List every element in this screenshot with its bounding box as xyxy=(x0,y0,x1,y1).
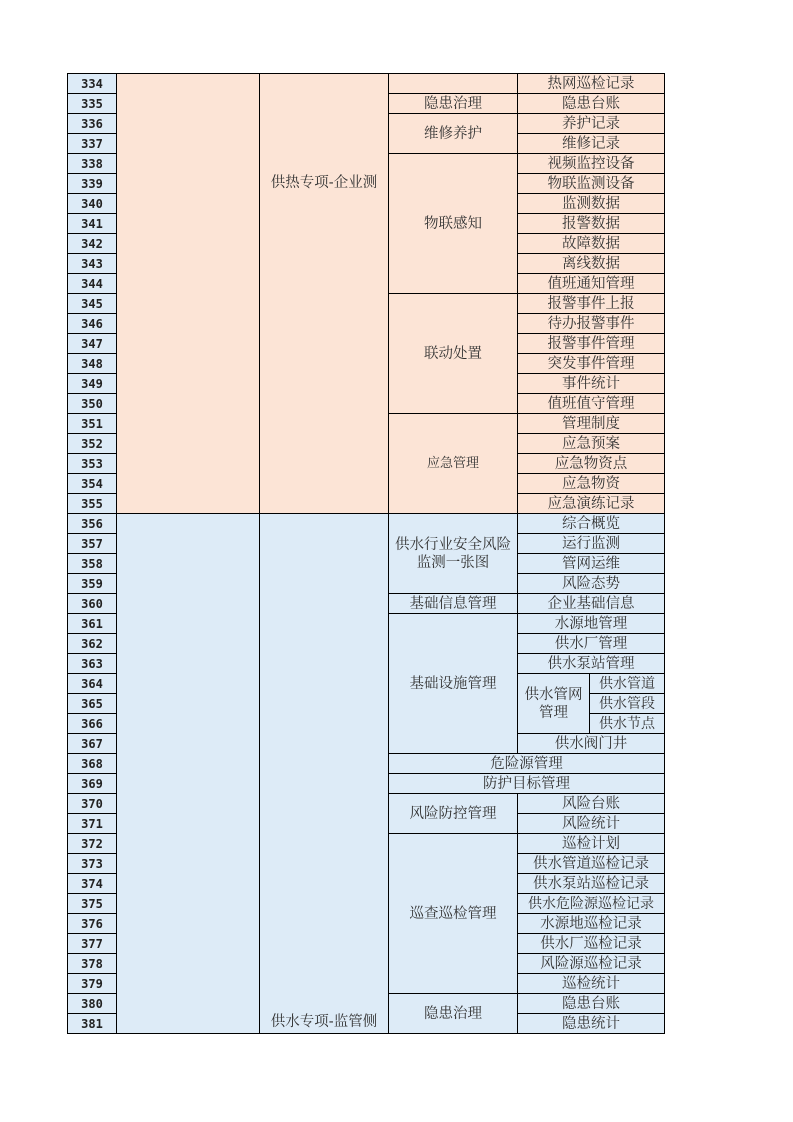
feature-cell: 养护记录 xyxy=(518,114,665,134)
row-number: 371 xyxy=(68,814,117,834)
row-number: 374 xyxy=(68,874,117,894)
group-cell: 物联感知 xyxy=(389,154,518,294)
group-cell: 隐患治理 xyxy=(389,994,518,1034)
row-number: 337 xyxy=(68,134,117,154)
feature-cell: 风险源巡检记录 xyxy=(518,954,665,974)
row-number: 372 xyxy=(68,834,117,854)
row-number: 362 xyxy=(68,634,117,654)
row-number: 367 xyxy=(68,734,117,754)
row-number: 354 xyxy=(68,474,117,494)
group-cell: 巡查巡检管理 xyxy=(389,834,518,994)
feature-cell: 管网运维 xyxy=(518,554,665,574)
feature-cell: 应急物资 xyxy=(518,474,665,494)
group-cell: 联动处置 xyxy=(389,294,518,414)
row-number: 360 xyxy=(68,594,117,614)
module-title-water: 供水专项-监管侧 xyxy=(270,1014,378,1030)
feature-cell: 应急预案 xyxy=(518,434,665,454)
feature-cell: 隐患台账 xyxy=(518,994,665,1014)
row-number: 380 xyxy=(68,994,117,1014)
row-number: 357 xyxy=(68,534,117,554)
feature-cell: 视频监控设备 xyxy=(518,154,665,174)
feature-cell: 风险台账 xyxy=(518,794,665,814)
category-cell-heating xyxy=(117,74,260,514)
group-cell: 危险源管理 xyxy=(389,754,665,774)
subfeature-cell: 供水节点 xyxy=(590,714,665,734)
row-number: 377 xyxy=(68,934,117,954)
subgroup-cell: 供水管网管理 xyxy=(518,674,590,734)
feature-cell: 管理制度 xyxy=(518,414,665,434)
feature-cell: 应急演练记录 xyxy=(518,494,665,514)
group-cell: 防护目标管理 xyxy=(389,774,665,794)
row-number: 349 xyxy=(68,374,117,394)
row-number: 356 xyxy=(68,514,117,534)
feature-cell: 水源地巡检记录 xyxy=(518,914,665,934)
row-number: 359 xyxy=(68,574,117,594)
row-number: 379 xyxy=(68,974,117,994)
module-cell-water xyxy=(260,514,389,1034)
feature-cell: 综合概览 xyxy=(518,514,665,534)
feature-cell: 供水危险源巡检记录 xyxy=(518,894,665,914)
group-cell-empty xyxy=(389,74,518,94)
group-cell: 维修养护 xyxy=(389,114,518,154)
feature-cell: 待办报警事件 xyxy=(518,314,665,334)
row-number: 369 xyxy=(68,774,117,794)
feature-cell: 离线数据 xyxy=(518,254,665,274)
row-number: 334 xyxy=(68,74,117,94)
row-number: 376 xyxy=(68,914,117,934)
row-number: 366 xyxy=(68,714,117,734)
row-number: 342 xyxy=(68,234,117,254)
row-number: 347 xyxy=(68,334,117,354)
row-number: 346 xyxy=(68,314,117,334)
feature-cell: 监测数据 xyxy=(518,194,665,214)
row-number: 343 xyxy=(68,254,117,274)
row-number: 365 xyxy=(68,694,117,714)
feature-cell: 报警事件管理 xyxy=(518,334,665,354)
table-row xyxy=(68,514,665,534)
feature-cell: 供水泵站巡检记录 xyxy=(518,874,665,894)
feature-cell: 故障数据 xyxy=(518,234,665,254)
feature-cell: 风险态势 xyxy=(518,574,665,594)
feature-cell: 供水厂巡检记录 xyxy=(518,934,665,954)
row-number: 375 xyxy=(68,894,117,914)
module-cell-heating xyxy=(260,74,389,514)
row-number: 352 xyxy=(68,434,117,454)
subfeature-cell: 供水管道 xyxy=(590,674,665,694)
feature-cell: 巡检统计 xyxy=(518,974,665,994)
row-number: 350 xyxy=(68,394,117,414)
subfeature-cell: 供水管段 xyxy=(590,694,665,714)
feature-cell: 值班值守管理 xyxy=(518,394,665,414)
row-number: 361 xyxy=(68,614,117,634)
row-number: 338 xyxy=(68,154,117,174)
feature-cell: 值班通知管理 xyxy=(518,274,665,294)
row-number: 341 xyxy=(68,214,117,234)
feature-cell: 风险统计 xyxy=(518,814,665,834)
feature-cell: 供水管道巡检记录 xyxy=(518,854,665,874)
row-number: 340 xyxy=(68,194,117,214)
row-number: 345 xyxy=(68,294,117,314)
row-number: 348 xyxy=(68,354,117,374)
row-number: 353 xyxy=(68,454,117,474)
row-number: 339 xyxy=(68,174,117,194)
row-number: 370 xyxy=(68,794,117,814)
feature-cell: 突发事件管理 xyxy=(518,354,665,374)
group-cell: 应急管理 xyxy=(389,414,518,514)
feature-cell: 物联监测设备 xyxy=(518,174,665,194)
group-cell: 隐患治理 xyxy=(389,94,518,114)
group-cell: 风险防控管理 xyxy=(389,794,518,834)
feature-cell: 隐患统计 xyxy=(518,1014,665,1034)
feature-cell: 水源地管理 xyxy=(518,614,665,634)
feature-cell: 维修记录 xyxy=(518,134,665,154)
feature-cell: 供水阀门井 xyxy=(518,734,665,754)
module-table-wrapper xyxy=(67,73,665,1034)
row-number: 336 xyxy=(68,114,117,134)
group-cell: 基础设施管理 xyxy=(389,614,518,754)
feature-cell: 隐患台账 xyxy=(518,94,665,114)
table-row xyxy=(68,74,665,94)
row-number: 335 xyxy=(68,94,117,114)
feature-cell: 事件统计 xyxy=(518,374,665,394)
feature-cell: 供水厂管理 xyxy=(518,634,665,654)
feature-cell: 热网巡检记录 xyxy=(518,74,665,94)
row-number: 381 xyxy=(68,1014,117,1034)
row-number: 344 xyxy=(68,274,117,294)
feature-cell: 巡检计划 xyxy=(518,834,665,854)
module-table xyxy=(67,73,665,1034)
row-number: 378 xyxy=(68,954,117,974)
row-number: 364 xyxy=(68,674,117,694)
group-cell: 供水行业安全风险监测一张图 xyxy=(389,514,518,594)
feature-cell: 运行监测 xyxy=(518,534,665,554)
row-number: 368 xyxy=(68,754,117,774)
row-number: 351 xyxy=(68,414,117,434)
feature-cell: 企业基础信息 xyxy=(518,594,665,614)
category-cell-water xyxy=(117,514,260,1034)
feature-cell: 应急物资点 xyxy=(518,454,665,474)
module-title-heating: 供热专项-企业测 xyxy=(270,175,378,191)
feature-cell: 报警数据 xyxy=(518,214,665,234)
feature-cell: 供水泵站管理 xyxy=(518,654,665,674)
feature-cell: 报警事件上报 xyxy=(518,294,665,314)
group-cell: 基础信息管理 xyxy=(389,594,518,614)
row-number: 358 xyxy=(68,554,117,574)
row-number: 355 xyxy=(68,494,117,514)
row-number: 373 xyxy=(68,854,117,874)
row-number: 363 xyxy=(68,654,117,674)
